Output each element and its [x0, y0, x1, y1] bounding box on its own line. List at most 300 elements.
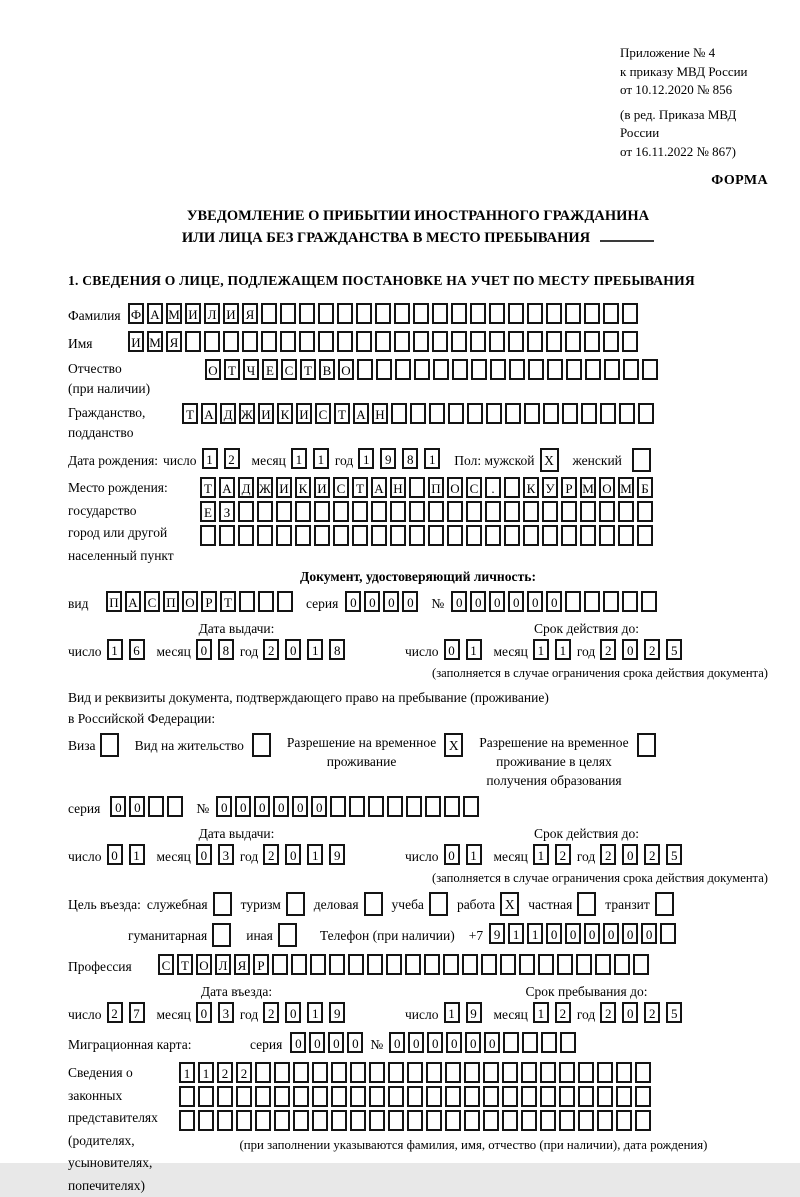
char-cell[interactable] — [561, 525, 577, 546]
char-cell[interactable]: Я — [242, 303, 258, 324]
char-cell[interactable] — [565, 331, 581, 352]
char-cell[interactable] — [559, 1110, 575, 1131]
char-cell[interactable]: Л — [204, 303, 220, 324]
char-cell[interactable] — [618, 501, 634, 522]
char-cell[interactable] — [603, 331, 619, 352]
char-cell[interactable] — [432, 331, 448, 352]
char-cell[interactable]: 1 — [129, 844, 145, 865]
char-cell[interactable]: 0 — [383, 591, 399, 612]
char-cell[interactable] — [428, 501, 444, 522]
char-cell[interactable]: Я — [166, 331, 182, 352]
char-cell[interactable] — [581, 403, 597, 424]
char-cell[interactable] — [217, 1110, 233, 1131]
char-cell[interactable] — [258, 591, 274, 612]
char-cell[interactable]: 1 — [555, 639, 571, 660]
char-cell[interactable] — [390, 501, 406, 522]
char-cell[interactable] — [540, 1086, 556, 1107]
char-cell[interactable]: 2 — [600, 1002, 616, 1023]
char-cell[interactable] — [599, 501, 615, 522]
char-cell[interactable] — [238, 501, 254, 522]
char-cell[interactable] — [561, 501, 577, 522]
char-cell[interactable] — [198, 1086, 214, 1107]
char-cell[interactable] — [560, 1032, 576, 1053]
char-cell[interactable] — [559, 1062, 575, 1083]
char-cell[interactable] — [585, 359, 601, 380]
char-cell[interactable] — [277, 591, 293, 612]
char-cell[interactable] — [239, 591, 255, 612]
char-cell[interactable] — [635, 1062, 651, 1083]
char-cell[interactable] — [463, 796, 479, 817]
purpose-private-checkbox[interactable] — [577, 892, 596, 916]
char-cell[interactable] — [350, 1086, 366, 1107]
char-cell[interactable]: 0 — [546, 923, 562, 944]
char-cell[interactable] — [407, 1110, 423, 1131]
char-cell[interactable]: 1 — [179, 1062, 195, 1083]
char-cell[interactable] — [466, 501, 482, 522]
char-cell[interactable]: 2 — [263, 844, 279, 865]
temp-permit-checkbox[interactable]: X — [444, 733, 463, 757]
char-cell[interactable] — [485, 525, 501, 546]
char-cell[interactable]: М — [147, 331, 163, 352]
char-cell[interactable] — [299, 331, 315, 352]
char-cell[interactable]: 1 — [508, 923, 524, 944]
char-cell[interactable]: 0 — [328, 1032, 344, 1053]
char-cell[interactable] — [523, 525, 539, 546]
char-cell[interactable] — [352, 501, 368, 522]
char-cell[interactable]: М — [166, 303, 182, 324]
char-cell[interactable] — [559, 1086, 575, 1107]
char-cell[interactable] — [388, 1062, 404, 1083]
char-cell[interactable]: О — [338, 359, 354, 380]
char-cell[interactable] — [483, 1110, 499, 1131]
char-cell[interactable] — [637, 501, 653, 522]
char-cell[interactable] — [238, 525, 254, 546]
char-cell[interactable] — [584, 303, 600, 324]
char-cell[interactable] — [500, 954, 516, 975]
char-cell[interactable] — [236, 1110, 252, 1131]
char-cell[interactable] — [486, 403, 502, 424]
char-cell[interactable]: И — [314, 477, 330, 498]
char-cell[interactable]: А — [353, 403, 369, 424]
char-cell[interactable] — [502, 1086, 518, 1107]
char-cell[interactable] — [451, 331, 467, 352]
char-cell[interactable] — [352, 525, 368, 546]
char-cell[interactable] — [464, 1110, 480, 1131]
char-cell[interactable]: 6 — [129, 639, 145, 660]
char-cell[interactable] — [633, 954, 649, 975]
char-cell[interactable] — [523, 501, 539, 522]
char-cell[interactable] — [312, 1110, 328, 1131]
char-cell[interactable]: В — [319, 359, 335, 380]
char-cell[interactable] — [464, 1086, 480, 1107]
char-cell[interactable] — [185, 331, 201, 352]
char-cell[interactable] — [314, 525, 330, 546]
char-cell[interactable]: 5 — [666, 1002, 682, 1023]
char-cell[interactable]: 1 — [307, 844, 323, 865]
char-cell[interactable] — [444, 796, 460, 817]
char-cell[interactable]: И — [258, 403, 274, 424]
char-cell[interactable] — [261, 331, 277, 352]
char-cell[interactable] — [597, 1086, 613, 1107]
char-cell[interactable] — [350, 1062, 366, 1083]
char-cell[interactable] — [616, 1062, 632, 1083]
char-cell[interactable] — [242, 331, 258, 352]
char-cell[interactable]: 3 — [218, 844, 234, 865]
char-cell[interactable] — [293, 1110, 309, 1131]
char-cell[interactable] — [330, 796, 346, 817]
char-cell[interactable]: 2 — [107, 1002, 123, 1023]
char-cell[interactable]: 0 — [311, 796, 327, 817]
char-cell[interactable]: 0 — [402, 591, 418, 612]
char-cell[interactable] — [295, 501, 311, 522]
char-cell[interactable] — [217, 1086, 233, 1107]
char-cell[interactable] — [546, 303, 562, 324]
char-cell[interactable] — [369, 1062, 385, 1083]
char-cell[interactable]: 2 — [236, 1062, 252, 1083]
char-cell[interactable]: О — [599, 477, 615, 498]
char-cell[interactable] — [255, 1062, 271, 1083]
char-cell[interactable] — [546, 331, 562, 352]
char-cell[interactable] — [614, 954, 630, 975]
char-cell[interactable]: 0 — [546, 591, 562, 612]
char-cell[interactable] — [433, 359, 449, 380]
char-cell[interactable] — [410, 403, 426, 424]
char-cell[interactable]: И — [296, 403, 312, 424]
char-cell[interactable]: Б — [637, 477, 653, 498]
char-cell[interactable] — [312, 1086, 328, 1107]
char-cell[interactable]: 0 — [584, 923, 600, 944]
char-cell[interactable] — [293, 1062, 309, 1083]
char-cell[interactable]: 0 — [347, 1032, 363, 1053]
char-cell[interactable]: И — [276, 477, 292, 498]
char-cell[interactable]: Р — [561, 477, 577, 498]
char-cell[interactable]: 0 — [565, 923, 581, 944]
char-cell[interactable]: 1 — [533, 844, 549, 865]
char-cell[interactable]: О — [182, 591, 198, 612]
char-cell[interactable]: 1 — [533, 1002, 549, 1023]
char-cell[interactable]: У — [542, 477, 558, 498]
char-cell[interactable]: С — [466, 477, 482, 498]
char-cell[interactable] — [471, 359, 487, 380]
char-cell[interactable] — [312, 1062, 328, 1083]
char-cell[interactable] — [337, 331, 353, 352]
char-cell[interactable] — [470, 303, 486, 324]
char-cell[interactable] — [543, 403, 559, 424]
char-cell[interactable] — [635, 1110, 651, 1131]
char-cell[interactable] — [508, 331, 524, 352]
char-cell[interactable] — [314, 501, 330, 522]
char-cell[interactable]: 0 — [408, 1032, 424, 1053]
char-cell[interactable]: А — [147, 303, 163, 324]
char-cell[interactable] — [167, 796, 183, 817]
char-cell[interactable] — [179, 1110, 195, 1131]
char-cell[interactable] — [502, 1110, 518, 1131]
char-cell[interactable]: 0 — [470, 591, 486, 612]
char-cell[interactable] — [356, 331, 372, 352]
char-cell[interactable] — [504, 525, 520, 546]
char-cell[interactable]: 1 — [466, 639, 482, 660]
char-cell[interactable] — [432, 303, 448, 324]
char-cell[interactable]: К — [295, 477, 311, 498]
char-cell[interactable] — [333, 501, 349, 522]
char-cell[interactable]: О — [205, 359, 221, 380]
char-cell[interactable]: Т — [300, 359, 316, 380]
char-cell[interactable] — [367, 954, 383, 975]
char-cell[interactable] — [466, 525, 482, 546]
char-cell[interactable]: 0 — [484, 1032, 500, 1053]
char-cell[interactable]: 1 — [358, 448, 374, 469]
char-cell[interactable]: Ж — [257, 477, 273, 498]
char-cell[interactable] — [584, 591, 600, 612]
char-cell[interactable]: Т — [334, 403, 350, 424]
char-cell[interactable] — [505, 403, 521, 424]
char-cell[interactable]: 9 — [489, 923, 505, 944]
char-cell[interactable] — [331, 1110, 347, 1131]
char-cell[interactable]: М — [618, 477, 634, 498]
char-cell[interactable] — [504, 501, 520, 522]
char-cell[interactable] — [223, 331, 239, 352]
char-cell[interactable] — [519, 954, 535, 975]
char-cell[interactable]: 0 — [508, 591, 524, 612]
purpose-humanitarian-checkbox[interactable] — [212, 923, 231, 947]
char-cell[interactable]: И — [128, 331, 144, 352]
char-cell[interactable]: 2 — [263, 639, 279, 660]
char-cell[interactable] — [375, 331, 391, 352]
char-cell[interactable] — [622, 591, 638, 612]
char-cell[interactable] — [524, 403, 540, 424]
char-cell[interactable]: Я — [234, 954, 250, 975]
char-cell[interactable] — [409, 501, 425, 522]
purpose-transit-checkbox[interactable] — [655, 892, 674, 916]
char-cell[interactable] — [219, 525, 235, 546]
char-cell[interactable]: И — [185, 303, 201, 324]
char-cell[interactable] — [391, 403, 407, 424]
char-cell[interactable] — [542, 525, 558, 546]
char-cell[interactable] — [293, 1086, 309, 1107]
char-cell[interactable]: 1 — [307, 639, 323, 660]
char-cell[interactable] — [329, 954, 345, 975]
char-cell[interactable]: 0 — [444, 844, 460, 865]
char-cell[interactable]: А — [219, 477, 235, 498]
char-cell[interactable]: Т — [224, 359, 240, 380]
char-cell[interactable]: 1 — [533, 639, 549, 660]
char-cell[interactable]: 0 — [527, 591, 543, 612]
char-cell[interactable] — [642, 359, 658, 380]
char-cell[interactable]: Е — [262, 359, 278, 380]
char-cell[interactable]: 2 — [600, 639, 616, 660]
male-checkbox[interactable]: X — [540, 448, 559, 472]
char-cell[interactable]: 0 — [622, 844, 638, 865]
char-cell[interactable] — [600, 403, 616, 424]
char-cell[interactable]: 9 — [380, 448, 396, 469]
char-cell[interactable] — [357, 359, 373, 380]
purpose-business-checkbox[interactable] — [364, 892, 383, 916]
char-cell[interactable]: 0 — [290, 1032, 306, 1053]
char-cell[interactable] — [406, 796, 422, 817]
char-cell[interactable] — [576, 954, 592, 975]
char-cell[interactable] — [255, 1110, 271, 1131]
char-cell[interactable]: Т — [182, 403, 198, 424]
char-cell[interactable] — [349, 796, 365, 817]
char-cell[interactable] — [502, 1062, 518, 1083]
char-cell[interactable] — [356, 303, 372, 324]
char-cell[interactable] — [409, 477, 425, 498]
purpose-official-checkbox[interactable] — [213, 892, 232, 916]
char-cell[interactable] — [584, 331, 600, 352]
char-cell[interactable] — [428, 525, 444, 546]
char-cell[interactable]: Д — [238, 477, 254, 498]
char-cell[interactable] — [638, 403, 654, 424]
char-cell[interactable]: 0 — [292, 796, 308, 817]
char-cell[interactable] — [467, 403, 483, 424]
char-cell[interactable] — [622, 303, 638, 324]
char-cell[interactable] — [394, 303, 410, 324]
char-cell[interactable] — [547, 359, 563, 380]
char-cell[interactable] — [348, 954, 364, 975]
char-cell[interactable]: 1 — [527, 923, 543, 944]
char-cell[interactable]: 0 — [196, 1002, 212, 1023]
char-cell[interactable]: 0 — [235, 796, 251, 817]
char-cell[interactable] — [318, 303, 334, 324]
char-cell[interactable]: О — [196, 954, 212, 975]
char-cell[interactable] — [388, 1110, 404, 1131]
char-cell[interactable] — [413, 303, 429, 324]
char-cell[interactable] — [261, 303, 277, 324]
char-cell[interactable]: 0 — [196, 844, 212, 865]
char-cell[interactable] — [448, 403, 464, 424]
char-cell[interactable] — [616, 1110, 632, 1131]
char-cell[interactable]: 0 — [622, 923, 638, 944]
char-cell[interactable] — [489, 331, 505, 352]
char-cell[interactable]: 2 — [224, 448, 240, 469]
char-cell[interactable]: 0 — [622, 639, 638, 660]
char-cell[interactable] — [464, 1062, 480, 1083]
char-cell[interactable]: К — [523, 477, 539, 498]
char-cell[interactable] — [276, 525, 292, 546]
char-cell[interactable]: 1 — [424, 448, 440, 469]
char-cell[interactable] — [578, 1086, 594, 1107]
char-cell[interactable]: Т — [200, 477, 216, 498]
char-cell[interactable] — [447, 525, 463, 546]
char-cell[interactable] — [504, 477, 520, 498]
char-cell[interactable]: 1 — [291, 448, 307, 469]
char-cell[interactable]: 1 — [466, 844, 482, 865]
char-cell[interactable]: 0 — [622, 1002, 638, 1023]
char-cell[interactable] — [318, 331, 334, 352]
residence-permit-checkbox[interactable] — [252, 733, 271, 757]
char-cell[interactable]: 1 — [198, 1062, 214, 1083]
char-cell[interactable] — [622, 331, 638, 352]
char-cell[interactable]: 0 — [129, 796, 145, 817]
char-cell[interactable]: 0 — [345, 591, 361, 612]
char-cell[interactable] — [619, 403, 635, 424]
char-cell[interactable] — [490, 359, 506, 380]
char-cell[interactable]: 2 — [263, 1002, 279, 1023]
char-cell[interactable]: 0 — [285, 1002, 301, 1023]
char-cell[interactable]: 8 — [329, 639, 345, 660]
char-cell[interactable] — [255, 1086, 271, 1107]
char-cell[interactable] — [597, 1062, 613, 1083]
char-cell[interactable] — [447, 501, 463, 522]
char-cell[interactable]: 2 — [555, 1002, 571, 1023]
char-cell[interactable]: 0 — [427, 1032, 443, 1053]
char-cell[interactable] — [489, 303, 505, 324]
char-cell[interactable]: Н — [390, 477, 406, 498]
char-cell[interactable] — [452, 359, 468, 380]
char-cell[interactable] — [637, 525, 653, 546]
char-cell[interactable]: С — [281, 359, 297, 380]
char-cell[interactable] — [540, 1110, 556, 1131]
char-cell[interactable] — [280, 303, 296, 324]
char-cell[interactable] — [521, 1110, 537, 1131]
char-cell[interactable]: З — [219, 501, 235, 522]
visa-checkbox[interactable] — [100, 733, 119, 757]
char-cell[interactable]: 2 — [600, 844, 616, 865]
char-cell[interactable] — [660, 923, 676, 944]
purpose-study-checkbox[interactable] — [429, 892, 448, 916]
char-cell[interactable] — [426, 1086, 442, 1107]
char-cell[interactable] — [200, 525, 216, 546]
char-cell[interactable] — [409, 525, 425, 546]
char-cell[interactable] — [641, 591, 657, 612]
char-cell[interactable]: 2 — [644, 1002, 660, 1023]
char-cell[interactable]: 9 — [466, 1002, 482, 1023]
char-cell[interactable]: 0 — [309, 1032, 325, 1053]
char-cell[interactable]: Д — [220, 403, 236, 424]
char-cell[interactable] — [413, 331, 429, 352]
char-cell[interactable] — [470, 331, 486, 352]
char-cell[interactable] — [204, 331, 220, 352]
char-cell[interactable]: Ч — [243, 359, 259, 380]
char-cell[interactable] — [299, 303, 315, 324]
char-cell[interactable] — [603, 591, 619, 612]
char-cell[interactable] — [562, 403, 578, 424]
char-cell[interactable]: А — [125, 591, 141, 612]
char-cell[interactable]: 1 — [444, 1002, 460, 1023]
char-cell[interactable] — [580, 525, 596, 546]
char-cell[interactable]: М — [580, 477, 596, 498]
char-cell[interactable] — [451, 303, 467, 324]
char-cell[interactable]: 1 — [202, 448, 218, 469]
char-cell[interactable]: 2 — [644, 844, 660, 865]
char-cell[interactable] — [485, 501, 501, 522]
char-cell[interactable] — [395, 359, 411, 380]
char-cell[interactable]: Т — [220, 591, 236, 612]
char-cell[interactable] — [527, 303, 543, 324]
char-cell[interactable]: Л — [215, 954, 231, 975]
char-cell[interactable] — [528, 359, 544, 380]
char-cell[interactable] — [337, 303, 353, 324]
char-cell[interactable] — [595, 954, 611, 975]
char-cell[interactable] — [426, 1110, 442, 1131]
char-cell[interactable] — [148, 796, 164, 817]
char-cell[interactable]: 1 — [107, 639, 123, 660]
char-cell[interactable] — [376, 359, 392, 380]
char-cell[interactable]: 5 — [666, 844, 682, 865]
char-cell[interactable] — [522, 1032, 538, 1053]
char-cell[interactable] — [445, 1110, 461, 1131]
char-cell[interactable] — [257, 525, 273, 546]
char-cell[interactable]: 0 — [451, 591, 467, 612]
char-cell[interactable]: 8 — [402, 448, 418, 469]
char-cell[interactable]: 0 — [444, 639, 460, 660]
char-cell[interactable] — [508, 303, 524, 324]
char-cell[interactable]: 7 — [129, 1002, 145, 1023]
purpose-tourism-checkbox[interactable] — [286, 892, 305, 916]
char-cell[interactable] — [390, 525, 406, 546]
char-cell[interactable]: 0 — [465, 1032, 481, 1053]
char-cell[interactable] — [616, 1086, 632, 1107]
